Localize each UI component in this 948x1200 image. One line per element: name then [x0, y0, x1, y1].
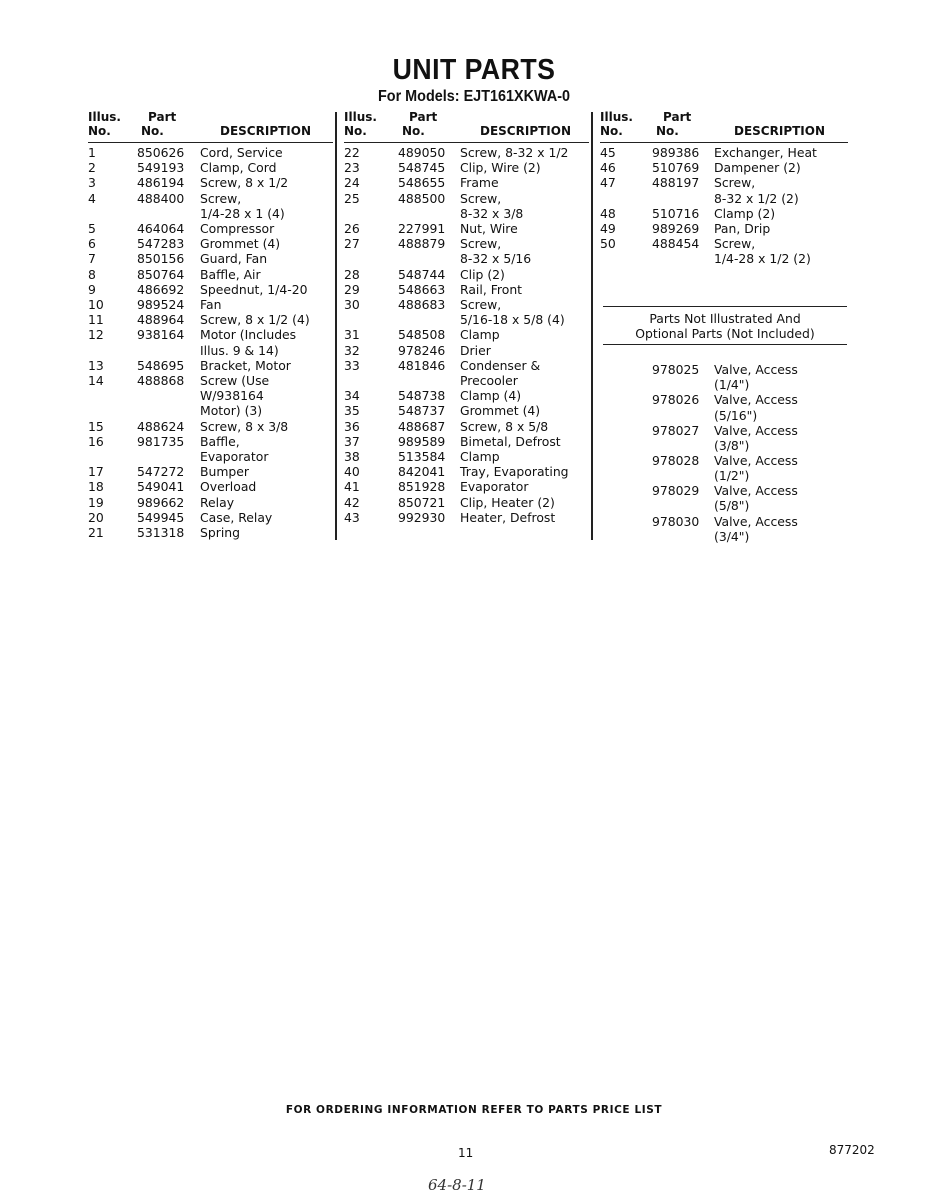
illus-number: 29 — [344, 281, 360, 297]
section-rule — [603, 306, 847, 307]
part-description: Clip, Wire (2) — [460, 160, 541, 176]
part-description: Valve, Access (3/8") — [714, 422, 798, 453]
part-description: Screw, 8 x 1/2 (4) — [200, 312, 310, 328]
table-row — [88, 327, 338, 357]
part-description: Pan, Drip — [714, 221, 771, 237]
part-description: Clamp — [460, 449, 500, 465]
illus-number: 12 — [88, 327, 104, 343]
illus-number: 20 — [88, 509, 104, 525]
table-row — [344, 403, 594, 418]
table-row — [344, 282, 594, 297]
part-description: Screw, 8-32 x 1/2 (2) — [714, 175, 799, 206]
illus-number: 11 — [88, 312, 104, 328]
part-description: Clamp — [460, 327, 500, 343]
page-title: UNIT PARTS — [392, 54, 556, 86]
table-row — [344, 343, 594, 358]
table-row — [600, 145, 850, 160]
table-row — [88, 358, 338, 373]
illus-number: 47 — [600, 175, 616, 191]
part-description: Overload — [200, 479, 257, 495]
table-row — [88, 434, 338, 464]
header-illus-label: Illus. — [344, 110, 377, 124]
part-description: Valve, Access (5/8") — [714, 483, 798, 514]
header-description: DESCRIPTION — [220, 124, 312, 138]
table-row — [88, 297, 338, 312]
illus-number: 21 — [88, 525, 104, 541]
table-row — [344, 297, 594, 327]
table-row — [652, 453, 798, 483]
illus-number: 24 — [344, 175, 360, 191]
part-description: Screw, 8 x 5/8 — [460, 418, 549, 434]
part-number: 978029 — [652, 483, 700, 499]
illus-number: 33 — [344, 357, 360, 373]
column-divider — [591, 112, 593, 540]
part-number: 548695 — [137, 357, 185, 373]
illus-number: 31 — [344, 327, 360, 343]
part-number: 486194 — [137, 175, 185, 191]
table-row — [88, 495, 338, 510]
part-number: 531318 — [137, 525, 185, 541]
part-description: Heater, Defrost — [460, 509, 556, 525]
model-subtitle: For Models: EJT161XKWA-0 — [377, 88, 571, 105]
part-description: Condenser & Precooler — [460, 357, 541, 389]
part-number: 510769 — [652, 160, 700, 176]
header-illus-no: No. — [88, 124, 111, 138]
part-number: 547272 — [137, 464, 185, 480]
illus-number: 22 — [344, 145, 360, 160]
part-number: 548655 — [398, 175, 446, 191]
part-description: Compressor — [200, 221, 275, 237]
part-description: Bracket, Motor — [200, 357, 291, 373]
header-part-no: No. — [141, 124, 164, 138]
part-number: 978027 — [652, 422, 700, 438]
illus-number: 34 — [344, 388, 360, 404]
part-number: 488400 — [137, 190, 185, 206]
table-row — [600, 160, 850, 175]
table-row — [652, 423, 798, 453]
page-number: 11 — [458, 1146, 474, 1160]
parts-table-rows — [344, 145, 594, 525]
table-row — [600, 175, 850, 205]
table-row — [344, 479, 594, 494]
table-row — [344, 419, 594, 434]
section-heading — [603, 311, 847, 341]
illus-number: 8 — [88, 266, 96, 282]
table-row — [88, 479, 338, 494]
illus-number: 17 — [88, 464, 104, 480]
part-description: Screw, 8 x 3/8 — [200, 418, 289, 434]
table-row — [652, 483, 798, 513]
table-row — [88, 510, 338, 525]
header-part-label: Part — [409, 110, 438, 124]
illus-number: 18 — [88, 479, 104, 495]
part-description: Bumper — [200, 464, 250, 480]
part-number: 850721 — [398, 494, 446, 510]
illus-number: 49 — [600, 221, 616, 237]
part-number: 488964 — [137, 312, 185, 328]
section-rule — [603, 344, 847, 345]
table-row — [344, 358, 594, 388]
illus-number: 15 — [88, 418, 104, 434]
part-number: 547283 — [137, 236, 185, 252]
handwritten-note: 64-8-11 — [428, 1176, 486, 1194]
part-number: 548663 — [398, 281, 446, 297]
part-description: Drier — [460, 342, 491, 358]
ordering-note: FOR ORDERING INFORMATION REFER TO PARTS PRICE LIST — [285, 1104, 663, 1116]
illus-number: 26 — [344, 221, 360, 237]
illus-number: 41 — [344, 479, 360, 495]
parts-table-rows — [600, 145, 850, 267]
part-number: 488879 — [398, 236, 446, 252]
illus-number: 43 — [344, 509, 360, 525]
part-description: Clamp (2) — [714, 205, 776, 221]
part-number: 488624 — [137, 418, 185, 434]
table-row — [652, 362, 798, 392]
part-number: 513584 — [398, 449, 446, 465]
part-description: Guard, Fan — [200, 251, 268, 267]
part-number: 978030 — [652, 513, 700, 529]
part-number: 978025 — [652, 362, 700, 377]
part-description: Grommet (4) — [200, 236, 281, 252]
part-number: 978028 — [652, 452, 700, 468]
part-description: Screw, 1/4-28 x 1/2 (2) — [714, 236, 811, 267]
part-number: 989524 — [137, 297, 185, 313]
illus-number: 16 — [88, 433, 104, 449]
part-number: 549193 — [137, 160, 185, 176]
part-number: 938164 — [137, 327, 185, 343]
table-row — [344, 495, 594, 510]
table-row — [344, 327, 594, 342]
table-row — [88, 464, 338, 479]
table-row — [600, 206, 850, 221]
part-description: Valve, Access (3/4") — [714, 513, 798, 544]
part-description: Clamp (4) — [460, 388, 522, 404]
illus-number: 7 — [88, 251, 96, 267]
part-description: Screw, 8-32 x 5/16 — [460, 236, 532, 267]
illus-number: 42 — [344, 494, 360, 510]
part-description: Bimetal, Defrost — [460, 433, 561, 449]
part-description: Speednut, 1/4-20 — [200, 281, 308, 297]
illus-number: 35 — [344, 403, 360, 419]
part-number: 989589 — [398, 433, 446, 449]
part-description: Rail, Front — [460, 281, 523, 297]
part-description: Fan — [200, 297, 222, 313]
header-illus-label: Illus. — [600, 110, 633, 124]
illus-number: 2 — [88, 160, 96, 176]
table-row — [344, 175, 594, 190]
part-number: 992930 — [398, 509, 446, 525]
part-description: Baffle, Evaporator — [200, 433, 269, 465]
part-description: Dampener (2) — [714, 160, 801, 176]
table-row — [88, 221, 338, 236]
part-number: 548738 — [398, 388, 446, 404]
part-description: Case, Relay — [200, 509, 273, 525]
part-description: Screw, 8-32 x 1/2 — [460, 145, 569, 160]
part-description: Screw, 5/16-18 x 5/8 (4) — [460, 297, 565, 328]
table-row — [88, 312, 338, 327]
illus-number: 19 — [88, 494, 104, 510]
part-description: Motor (Includes Illus. 9 & 14) — [200, 327, 297, 358]
header-rule — [344, 142, 589, 143]
part-number: 488454 — [652, 236, 700, 252]
illus-number: 3 — [88, 175, 96, 191]
part-number: 488868 — [137, 373, 185, 389]
part-description: Tray, Evaporating — [460, 464, 569, 480]
column-divider — [335, 112, 337, 540]
part-number: 851928 — [398, 479, 446, 495]
header-part-no: No. — [656, 124, 679, 138]
part-number: 989386 — [652, 145, 700, 160]
part-description: Relay — [200, 494, 235, 510]
part-description: Valve, Access (1/4") — [714, 362, 798, 393]
illus-number: 40 — [344, 464, 360, 480]
part-description: Grommet (4) — [460, 403, 541, 419]
illus-number: 37 — [344, 433, 360, 449]
illus-number: 32 — [344, 342, 360, 358]
part-description: Exchanger, Heat — [714, 145, 817, 160]
table-row — [344, 267, 594, 282]
table-row — [344, 221, 594, 236]
part-description: Screw, 1/4-28 x 1 (4) — [200, 190, 285, 221]
part-description: Frame — [460, 175, 499, 191]
header-part-label: Part — [663, 110, 692, 124]
table-row — [344, 388, 594, 403]
part-number: 548745 — [398, 160, 446, 176]
part-description: Nut, Wire — [460, 221, 518, 237]
illus-number: 10 — [88, 297, 104, 313]
part-number: 981735 — [137, 433, 185, 449]
table-row — [344, 464, 594, 479]
illus-number: 48 — [600, 205, 616, 221]
part-number: 488197 — [652, 175, 700, 191]
header-part-no: No. — [402, 124, 425, 138]
part-description: Clip, Heater (2) — [460, 494, 555, 510]
table-row — [344, 145, 594, 160]
table-row — [88, 419, 338, 434]
table-row — [600, 221, 850, 236]
illus-number: 30 — [344, 297, 360, 313]
table-row — [88, 251, 338, 266]
part-description: Clamp, Cord — [200, 160, 277, 176]
header-part-label: Part — [148, 110, 177, 124]
header-illus-no: No. — [600, 124, 623, 138]
part-description: Valve, Access (1/2") — [714, 452, 798, 484]
table-row — [344, 236, 594, 266]
table-row — [88, 175, 338, 190]
section-heading-line-1: Parts Not Illustrated And — [649, 311, 801, 326]
part-description: Screw (Use W/938164 Motor) (3) — [200, 373, 270, 419]
part-number: 548744 — [398, 266, 446, 282]
header-rule — [600, 142, 848, 143]
table-row — [344, 434, 594, 449]
illus-number: 36 — [344, 418, 360, 434]
part-description: Screw, 8 x 1/2 — [200, 175, 289, 191]
illus-number: 23 — [344, 160, 360, 176]
table-row — [88, 525, 338, 540]
illus-number: 4 — [88, 190, 96, 206]
part-description: Baffle, Air — [200, 266, 261, 282]
part-number: 488500 — [398, 190, 446, 206]
illus-number: 1 — [88, 145, 96, 160]
part-number: 548508 — [398, 327, 446, 343]
illus-number: 27 — [344, 236, 360, 252]
table-row — [344, 191, 594, 221]
part-number: 989269 — [652, 221, 700, 237]
part-number: 481846 — [398, 357, 446, 373]
part-number: 488683 — [398, 297, 446, 313]
illus-number: 25 — [344, 190, 360, 206]
illus-number: 45 — [600, 145, 616, 160]
part-description: Evaporator — [460, 479, 529, 495]
illus-number: 38 — [344, 449, 360, 465]
illus-number: 5 — [88, 221, 96, 237]
part-number: 850764 — [137, 266, 185, 282]
table-row — [652, 392, 798, 422]
table-row — [88, 145, 338, 160]
part-number: 549041 — [137, 479, 185, 495]
table-row — [344, 510, 594, 525]
header-description: DESCRIPTION — [734, 124, 826, 138]
table-row — [344, 449, 594, 464]
part-number: 464064 — [137, 221, 185, 237]
table-row — [88, 373, 338, 419]
part-description: Valve, Access (5/16") — [714, 392, 798, 423]
part-number: 227991 — [398, 221, 446, 237]
part-number: 978246 — [398, 342, 446, 358]
illus-number: 50 — [600, 236, 616, 252]
illus-number: 6 — [88, 236, 96, 252]
table-row — [88, 282, 338, 297]
part-number: 978026 — [652, 392, 700, 408]
header-rule — [88, 142, 333, 143]
part-number: 549945 — [137, 509, 185, 525]
table-row — [652, 514, 798, 544]
part-number: 486692 — [137, 281, 185, 297]
table-row — [88, 191, 338, 221]
part-number: 989662 — [137, 494, 185, 510]
illus-number: 13 — [88, 357, 104, 373]
part-description: Screw, 8-32 x 3/8 — [460, 190, 524, 221]
section-heading-line-2: Optional Parts (Not Included) — [635, 326, 815, 342]
illus-number: 28 — [344, 266, 360, 282]
part-number: 850156 — [137, 251, 185, 267]
header-illus-no: No. — [344, 124, 367, 138]
table-row — [600, 236, 850, 266]
illus-number: 46 — [600, 160, 616, 176]
illus-number: 9 — [88, 281, 96, 297]
part-description: Clip (2) — [460, 266, 505, 282]
part-number: 510716 — [652, 205, 700, 221]
part-number: 850626 — [137, 145, 185, 160]
table-row — [344, 160, 594, 175]
header-description: DESCRIPTION — [480, 124, 572, 138]
part-number: 489050 — [398, 145, 446, 160]
header-illus-label: Illus. — [88, 110, 121, 124]
part-number: 488687 — [398, 418, 446, 434]
parts-table-rows — [88, 145, 338, 540]
part-description: Spring — [200, 525, 240, 541]
table-row — [88, 267, 338, 282]
illus-number: 14 — [88, 373, 104, 389]
part-number: 548737 — [398, 403, 446, 419]
document-number: 877202 — [829, 1143, 875, 1157]
table-row — [88, 236, 338, 251]
part-number: 842041 — [398, 464, 446, 480]
part-description: Cord, Service — [200, 145, 283, 160]
table-row — [88, 160, 338, 175]
